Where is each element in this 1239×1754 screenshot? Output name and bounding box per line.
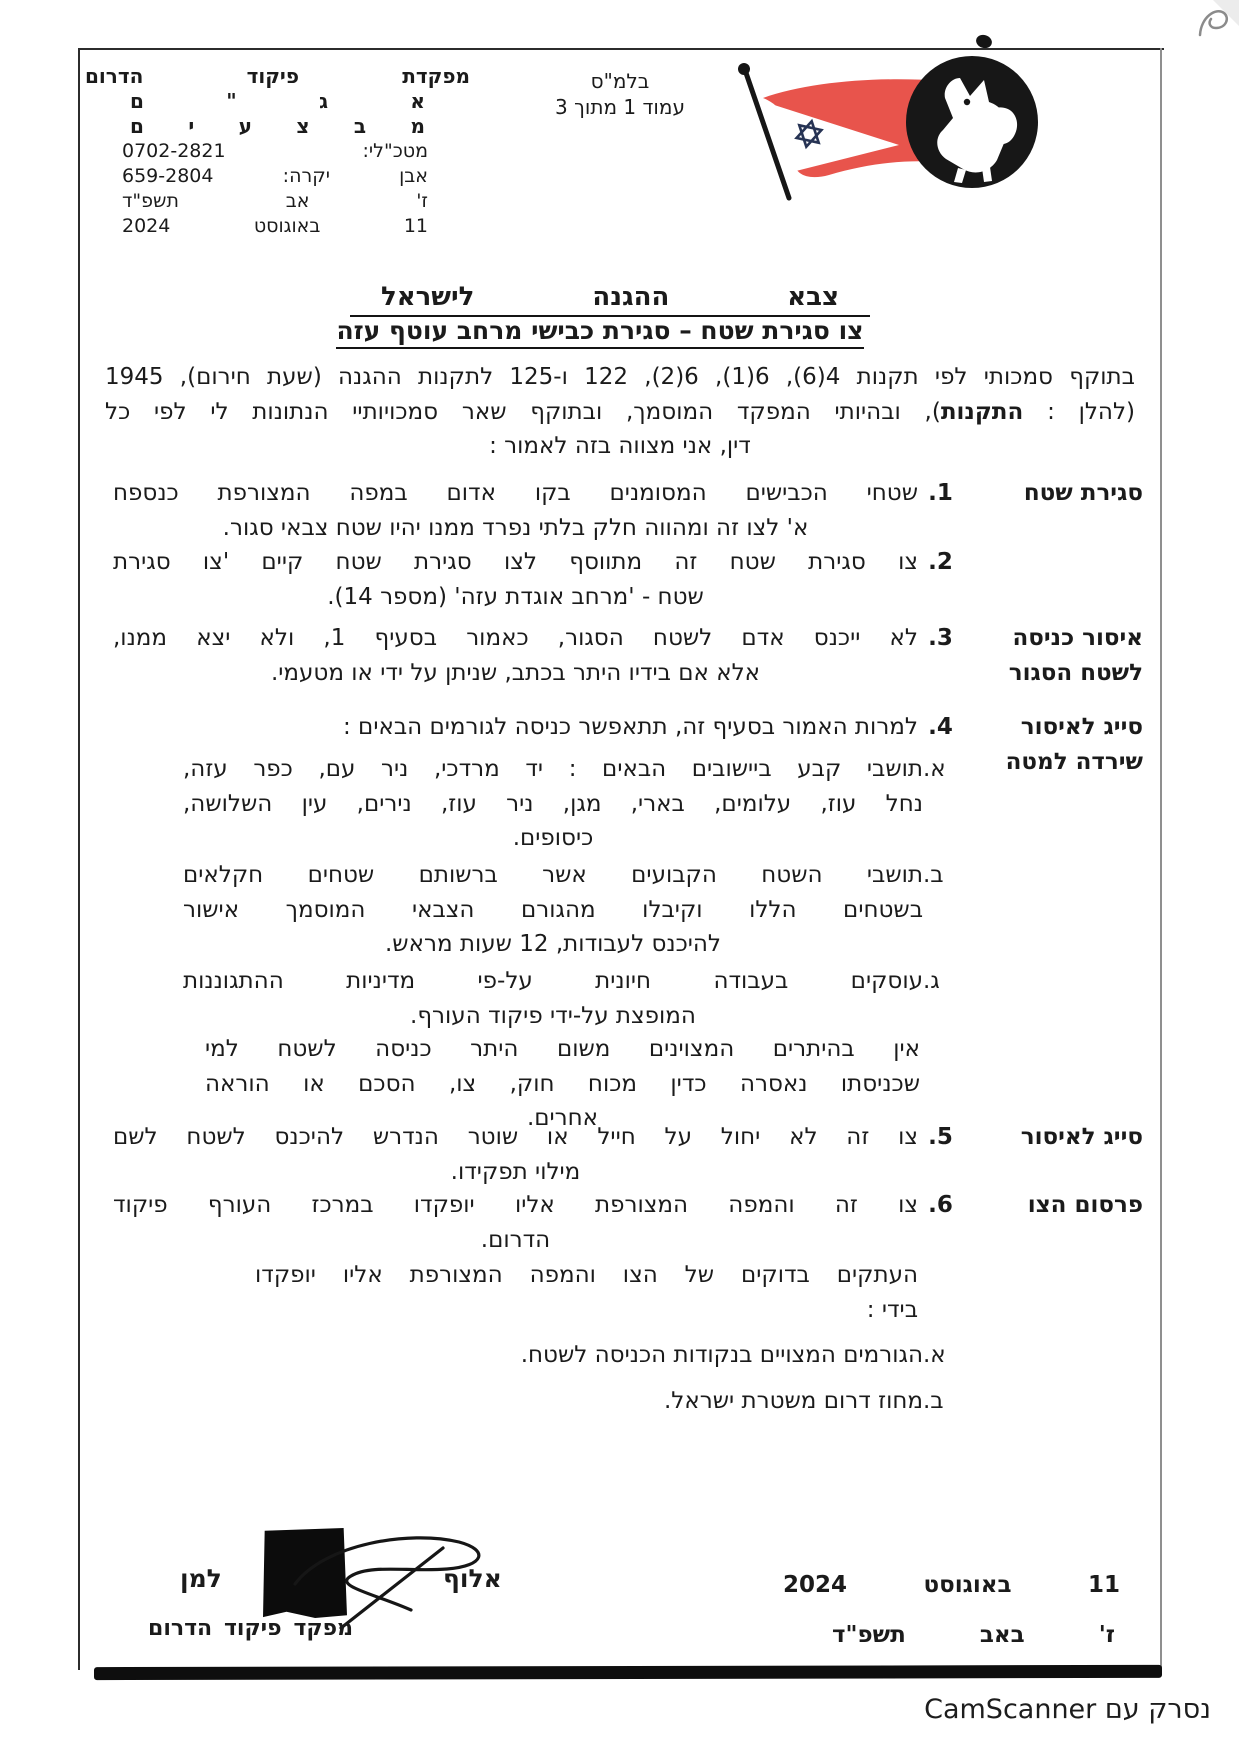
preamble-line-3: דין, אני מצווה בזה לאמור : xyxy=(489,433,751,459)
defined-term: התקנות xyxy=(940,398,1024,425)
copies-b-marker: ב. xyxy=(923,1388,944,1414)
copies-paragraph: העתקים בדוקים של הצו והמפה המצורפת אליו יופקדו בידי : xyxy=(255,1262,918,1323)
letterhead-command: מפקדת פיקוד הדרום xyxy=(85,64,470,88)
copies-b-text: מחוז דרום משטרת ישראל. xyxy=(664,1388,923,1414)
classification-block xyxy=(480,68,760,120)
section-1-number: 1. xyxy=(928,480,953,506)
classification-label: בלמ"ס xyxy=(590,69,650,93)
southern-command-fox-emblem-icon xyxy=(900,50,1045,195)
document-title-idf: צבא ההגנה לישראל xyxy=(350,282,870,317)
preamble-line-2: (להלן : התקנות), ובהיותי המפקד המוסמך, ובתוקף שאר סמכויותיי הנתונות לי לפי כל xyxy=(105,398,1135,425)
copies-item-b xyxy=(113,1384,963,1419)
section-1-area-closure xyxy=(113,476,1143,545)
section-3-number: 3. xyxy=(928,625,953,651)
section-6-body: צו זה והמפה המצורפת אליו יופקדו במרכז העורף פיקוד הדרום. xyxy=(113,1192,918,1253)
copies-item-a xyxy=(113,1338,963,1373)
section-4-item-a xyxy=(113,752,963,856)
preamble-line-1: בתוקף סמכותי לפי תקנות 4(6), 6(1), 6(2), 122 ו-125 לתקנות ההגנה (שעת חירום), 1945 xyxy=(105,364,1135,390)
section-6-number: 6. xyxy=(928,1192,953,1218)
section-4-item-b xyxy=(113,858,963,962)
page-indicator: עמוד 1 מתוך 3 xyxy=(555,95,685,119)
section-2-existing-order xyxy=(113,545,1143,614)
section-1-side-label: סגירת שטח xyxy=(1023,480,1143,506)
item-c-marker: ג. xyxy=(923,968,940,994)
letterhead-phone-2: אבן יקרה: 659-2804 xyxy=(122,165,428,187)
letterhead-branch-acronym: א ג " ם xyxy=(130,89,425,113)
section-2-body: צו סגירת שטח זה מתווסף לצו סגירת שטח קיים 'צו סגירת שטח - 'מרחב אוגדת עזה' (מספר 14). xyxy=(113,549,918,610)
signature-date-hebrew: ז' באב תשפ"ד xyxy=(832,1622,1115,1648)
item-c-text: עוסקים בעבודה חיונית על-פי מדיניות ההתגוננות המופצת על-ידי פיקוד העורף. xyxy=(183,968,923,1029)
copies-a-text: הגורמים המצויים בנקודות הכניסה לשטח. xyxy=(520,1342,923,1368)
letterhead-block xyxy=(85,64,470,239)
item-a-text: תושבי קבע ביישובים הבאים : יד מרדכי, ניר עם, כפר עזה, נחל עוז, עלומים, בארי, מגן, ניר עוז, נירים, עין השלושה, כיסופים. xyxy=(183,756,923,851)
signer-role: מפקד פיקוד הדרום xyxy=(148,1616,353,1641)
section-3-entry-prohibition xyxy=(113,621,1143,690)
section-4-item-c xyxy=(113,964,963,1033)
section-1-body: שטחי הכבישים המסומנים בקו אדום במפה המצורפת כנספח א' לצו זה ומהווה חלק בלתי נפרד ממנו יהיו שטח צבאי סגור. xyxy=(113,480,918,541)
signer-rank: אלוף xyxy=(443,1564,502,1593)
section-5-number: 5. xyxy=(928,1124,953,1150)
letterhead-gregorian-date: 11 באוגוסט 2024 xyxy=(122,215,428,237)
camscanner-watermark: נסרק עם CamScanner xyxy=(924,1694,1211,1725)
section-6-side-label: פרסום הצו xyxy=(1027,1192,1143,1218)
section-3-side-label: איסור כניסה לשטח הסגור xyxy=(1008,625,1143,686)
section-4-side-label: סייג לאיסור שירדה למטה xyxy=(1005,714,1143,775)
section-4-body: למרות האמור בסעיף זה, תתאפשר כניסה לגורמים הבאים : xyxy=(343,714,918,740)
section-5-body: צו זה לא יחול על חייל או שוטר הנדרש להיכנס לשטח לשם מילוי תפקידו. xyxy=(113,1124,918,1185)
letterhead-hebrew-date: ז' אב תשפ"ד xyxy=(122,190,428,212)
item-b-marker: ב. xyxy=(923,862,944,888)
section-5-side-label: סייג לאיסור xyxy=(1020,1124,1143,1150)
letterhead-phone-1: מטכ"לי: 0702-2821 xyxy=(122,140,428,162)
page-border-bottom-bar xyxy=(94,1665,1162,1680)
signature-date-gregorian: 11 באוגוסט 2024 xyxy=(783,1572,1120,1598)
section-2-side-label xyxy=(963,545,1143,614)
section-5-soldier-exception xyxy=(113,1120,1143,1189)
section-3-body: לא ייכנס אדם לשטח הסגור, כאמור בסעיף 1, ולא יצא ממנו, אלא אם בידיו היתר בכתב, שניתן על ידי או מטעמי. xyxy=(113,625,918,686)
section-2-number: 2. xyxy=(928,549,953,575)
section-6-publication xyxy=(113,1188,1143,1257)
order-title: צו סגירת שטח – סגירת כבישי מרחב עוטף עזה xyxy=(290,316,910,345)
section-4-note: אין בהיתרים המצוינים משום היתר כניסה לשטח למי שכניסתו נאסרה כדין מכוח חוק, צו, הסכם או הוראה אחרים. xyxy=(205,1036,920,1131)
page-border-left xyxy=(78,48,80,1670)
item-b-text: תושבי השטח הקבועים אשר ברשותם שטחים חקלאים בשטחים הללו וקיבלו מהגורם הצבאי המוסמך אישור להיכנס לעבודות, 12 שעות מראש. xyxy=(183,862,923,957)
preamble-paragraph xyxy=(105,360,1135,464)
page-border-right xyxy=(1160,48,1162,1670)
copies-a-marker: א. xyxy=(923,1342,946,1368)
signer-name-fragment: למן xyxy=(180,1564,222,1593)
item-a-marker: א. xyxy=(923,756,946,782)
letterhead-operations: מ ב צ ע י ם xyxy=(130,114,425,138)
section-4-number: 4. xyxy=(928,714,953,740)
pen-scribble-mark xyxy=(1192,2,1236,42)
